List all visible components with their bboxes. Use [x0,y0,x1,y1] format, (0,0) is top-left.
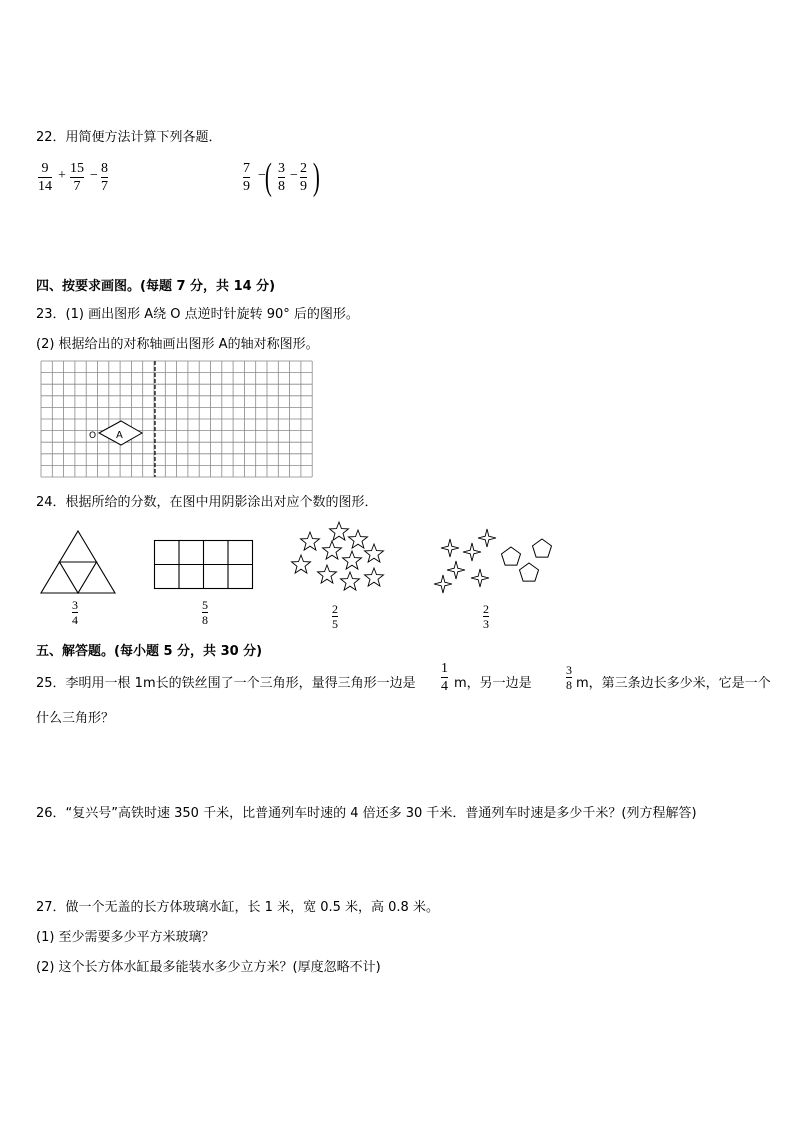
fraction [300,160,307,195]
fraction [101,160,108,195]
numerator: 3 [566,663,572,677]
denominator: 14 [38,179,52,194]
denominator: 8 [202,613,208,627]
numerator: 1 [441,661,448,676]
star-icon [365,544,384,562]
denominator: 8 [566,678,572,692]
star-icon [330,522,349,540]
section-5-heading: 五、解答题。(每小题 5 分，共 30 分) [36,644,263,659]
denominator: 8 [278,179,285,194]
q25-text-a: 25．李明用一根 1m长的铁丝围了一个三角形，量得三角形一边是 [36,676,416,691]
star-icon [323,541,342,559]
q23-line1: 23．(1) 画出图形 A绕 O 点逆时针旋转 90° 后的图形。 [36,307,359,322]
denominator: 4 [72,613,78,627]
denominator: 9 [300,179,307,194]
sparkle-icon [441,539,459,557]
fraction-2-5 [332,602,338,631]
denominator: 7 [101,179,108,194]
sparkle-icon [447,561,465,579]
q24-stars-figure [288,518,390,600]
q24-title: 24．根据所给的分数，在图中用阴影涂出对应个数的图形． [36,495,378,510]
numerator: 8 [101,161,108,176]
q24-rectangle-grid-figure [154,540,253,589]
fraction [243,160,250,195]
denominator: 4 [441,679,448,694]
pentagon-icon [533,539,552,557]
numerator: 5 [202,598,208,612]
q27-line3: (2) 这个长方体水缸最多能装水多少立方米？(厚度忽略不计) [36,960,381,975]
fraction-2-3 [483,602,489,631]
right-parenthesis: ) [312,156,320,198]
fraction [278,160,285,195]
q25-line1 [36,672,416,691]
numerator: 2 [332,602,338,616]
denominator: 9 [243,179,250,194]
q24-triangle-figure [40,530,116,594]
minus-sign: − [258,168,266,183]
shape-a-label: A [116,430,123,441]
plus-sign: + [58,168,66,183]
q23-grid [41,361,313,478]
minus-sign: − [90,168,98,183]
sparkle-icon [471,569,489,587]
left-parenthesis: ( [264,156,272,198]
denominator: 3 [483,617,489,631]
star-icon [318,565,337,583]
q25-line2: 什么三角形？ [36,711,115,726]
fraction-5-8 [202,598,208,627]
star-icon [341,572,360,590]
fraction-1-4 [441,660,448,695]
section-4-heading: 四、按要求画图。(每题 7 分，共 14 分) [36,279,276,294]
star-icon [349,530,368,548]
star-icon [292,555,311,573]
numerator: 3 [278,161,285,176]
fraction [70,160,84,195]
q25-text-b: m，另一边是 [454,676,532,691]
q27-line2: (1) 至少需要多少平方米玻璃？ [36,930,215,945]
sparkle-icon [478,529,496,547]
minus-sign: − [290,168,298,183]
denominator: 7 [73,179,81,194]
pentagon-icon [520,563,539,581]
fraction-3-4 [72,598,78,627]
fraction [38,160,52,195]
point-o-label: O [89,431,97,441]
q23-line2: (2) 根据给出的对称轴画出图形 A的轴对称图形。 [36,337,319,352]
q22-title: 22．用简便方法计算下列各题． [36,130,222,145]
q24-sparkles-pentagons-figure [432,524,556,596]
sparkle-icon [434,575,452,593]
fraction-3-8 [566,663,572,692]
numerator: 9 [41,161,49,176]
numerator: 15 [70,161,84,176]
numerator: 7 [243,161,250,176]
star-icon [365,568,384,586]
numerator: 2 [483,602,489,616]
pentagon-icon [502,547,521,565]
star-icon [343,551,362,569]
sparkle-icon [463,543,481,561]
q25-text-c: m，第三条边长多少米，它是一个 [576,676,771,691]
q27-line1: 27．做一个无盖的长方体玻璃水缸，长 1 米，宽 0.5 米，高 0.8 米。 [36,900,439,915]
numerator: 3 [72,598,78,612]
denominator: 5 [332,617,338,631]
star-icon [301,532,320,550]
numerator: 2 [300,161,307,176]
q26-text: 26．“复兴号”高铁时速 350 千米，比普通列车时速的 4 倍还多 30 千米．普通列车时速是多少千米？(列方程解答) [36,806,697,821]
